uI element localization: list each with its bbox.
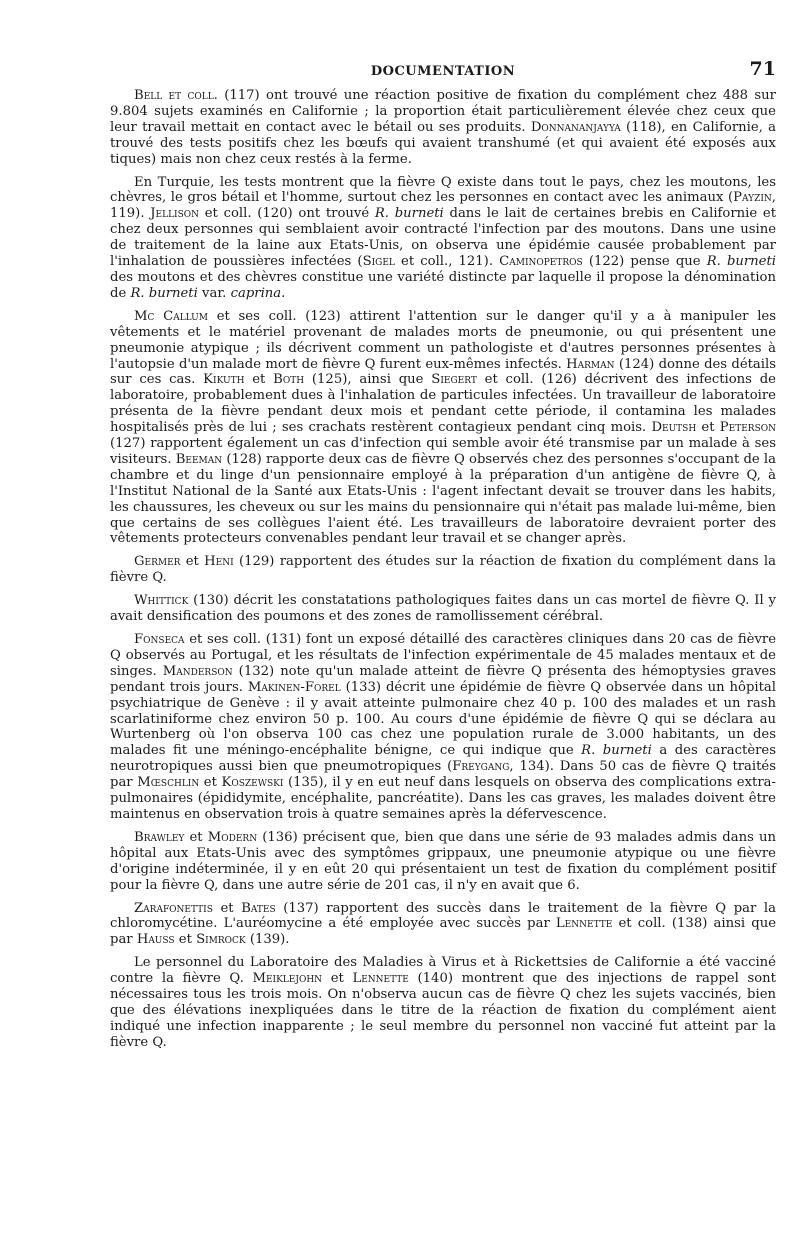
author-name: Mc Callum <box>134 308 208 324</box>
author-name: Modern <box>207 829 258 845</box>
italic-term: R. burneti <box>581 743 652 759</box>
text-run: et <box>212 900 242 916</box>
paragraph-bell <box>110 88 776 168</box>
text-run: et <box>244 372 274 388</box>
text-run: (129) rapportent des études sur la réaction de fixation du complément dans la fièvre Q. <box>110 554 776 586</box>
author-name: Hauss <box>136 932 175 948</box>
author-name: Deutsh <box>651 420 697 436</box>
author-name: Fonseca <box>134 632 185 647</box>
text-run: (132) note qu'un malade atteint de fièvre Q présenta des hémoptysies graves pendant trois jours. <box>110 663 776 695</box>
author-name: Kikuth <box>203 372 245 388</box>
author-name: Jellison <box>150 206 200 222</box>
text-run: et ses coll. (131) font un exposé détaillé des caractères cliniques dans 20 cas de fièvre Q observés au Portugal, et les résultats de l'infection expérimentale de 45 malades mentaux et de singes. <box>110 632 776 679</box>
author-name: Manderson <box>162 663 233 679</box>
italic-term: R. burneti <box>374 206 444 222</box>
author-name: Caminopetros <box>499 254 583 270</box>
text-run: et <box>696 420 720 436</box>
text-run: (133) décrit une épidémie de fièvre Q observée dans un hôpital psychiatrique de Genève : il y avait atteinte pulmonaire chez 40 p. 100 des malades et un rash scarlatiniforme chez environ 50 p. 100. Au cours d'une épidémie de fièvre Q qui se déclara au Wurtenberg où l'on observa 100 cas chez une population rurale de 3.000 habitants, un des malades fit une méningo-encéphalite bénigne, ce qui indique que <box>110 679 776 759</box>
author-name: Donnananjayya <box>530 119 621 135</box>
text-run: et <box>184 829 208 845</box>
author-name: Simrock <box>196 932 246 948</box>
text-run: (139). <box>245 932 290 948</box>
author-name: Harman <box>566 356 615 372</box>
text-run: (125), ainsi que <box>304 372 432 388</box>
author-name: Sigel <box>362 254 395 270</box>
text-run: En Turquie, les tests montrent que la fièvre Q existe dans tout le pays, chez les moutons, les chèvres, le gros bétail et l'homme, surtout chez les personnes en contact avec les animaux ( <box>110 174 776 206</box>
page-number: 71 <box>749 58 776 80</box>
paragraph-turquie <box>110 175 776 302</box>
text-run: Le personnel du Laboratoire des Maladies à Virus et à Rickettsies de Californie a été vacciné contre la fièvre Q. <box>110 955 776 987</box>
author-name: Lennette <box>555 916 613 932</box>
author-name: Beeman <box>175 451 223 467</box>
paragraph-whittick <box>110 593 776 625</box>
text-run: (127) rapportent également un cas d'infection qui semble avoir été transmise par un malade à ses visiteurs. <box>110 436 776 467</box>
author-name: Payzin <box>733 190 772 206</box>
author-name: Lennette <box>352 971 409 987</box>
text-run: et coll., 121). <box>394 254 500 270</box>
author-name: Brawley <box>134 829 185 845</box>
text-run: et ses coll. (123) attirent l'attention sur le danger qu'il y a à manipuler les vêtements et le matériel provenant de malades morts de pneumonie, ou qui présentent une pneumonie atypique ; ils décrivent comment un pathologiste et d'autres personnes présentes à l'autopsie d'un malade mort de fièvre Q furent eux-mêmes infectés. <box>110 308 776 372</box>
text-run: (128) rapporte deux cas de fièvre Q observés chez des personnes s'occupant de la chambre et du linge d'un pensionnaire employé à la préparation d'un antigène de fièvre Q, à l'Institut National de la Santé aux Etats-Unis : l'agent infectant devait se trouver dans les habits, les chaussures, les cheveux ou sur les mains du pensionnaire qui n'était pas malade lui-même, bien que certains de ses collègues l'aient été. Les travailleurs de laboratoire devraient porter des vêtements protecteurs convenables pendant leur travail et se changer après. <box>110 451 776 547</box>
text-run: (135), il y en eut neuf dans lesquels on observa des complications extra-pulmonaires (épididymite, encéphalite, pancréatite). Dans les cas graves, les malades doivent être maintenus en observation trois à quatre semaines après la défervescence. <box>110 775 776 822</box>
author-name: Both <box>273 372 305 388</box>
text-run: et coll. (120) ont trouvé <box>199 206 375 222</box>
body-text <box>110 88 776 1051</box>
text-run: var. <box>197 285 231 301</box>
text-run: et coll. (138) ainsi que par <box>110 916 776 948</box>
author-name: Bates <box>241 900 276 916</box>
paragraph-fonseca <box>110 632 776 823</box>
author-name: Freygang <box>452 759 510 775</box>
italic-term: R. burneti <box>706 254 776 270</box>
paragraph-personnel <box>110 955 776 1050</box>
text-run: (124) donne des détails sur ces cas. <box>110 356 776 388</box>
text-run: des moutons et des chèvres constitue une variété distincte par laquelle il propose la dénomination de <box>110 269 776 301</box>
text-run: (122) pense que <box>582 254 707 270</box>
author-name: Zarafonettis <box>134 900 213 916</box>
text-run: (140) montrent que des injections de rappel sont nécessaires tous les trois mois. On n'observa aucun cas de fièvre Q chez les sujets vaccinés, bien que des élévations inexpliquées dans le titre de la réaction de fixation du complément aient indiqué une infection inapparente ; le seul membre du personnel non vacciné fut atteint par la fièvre Q. <box>110 971 776 1050</box>
author-name: Bell et coll. <box>134 88 218 103</box>
text-run: , 119). <box>110 190 776 222</box>
italic-term: R. burneti <box>130 285 198 301</box>
running-title: DOCUMENTATION <box>370 64 516 79</box>
author-name: Peterson <box>719 420 776 436</box>
author-name: Makinen-Forel <box>247 679 341 695</box>
author-name: Whittick <box>134 593 189 609</box>
text-run: et <box>174 932 197 948</box>
text-run: , 134). Dans 50 cas de fièvre Q traités par <box>110 759 776 791</box>
author-name: Germer <box>134 554 181 570</box>
author-name: Koszewski <box>221 775 284 791</box>
paragraph-germer <box>110 554 776 586</box>
author-name: Meiklejohn <box>252 971 323 987</box>
text-run: dans le lait de certaines brebis en Californie et chez deux personnes qui semblaient avoir contracté l'infection par des moutons. Dans une usine de traitement de la laine aux Etats-Unis, on observa une épidémie causée probablement par l'inhalation de poussières infectées ( <box>110 206 776 270</box>
text-run: et <box>199 775 222 791</box>
text-run: (130) décrit les constatations pathologiques faites dans un cas mortel de fièvre Q. Il y avait densification des poumons et des zones de ramollissement cérébral. <box>110 593 776 625</box>
author-name: Mœschlin <box>137 775 200 791</box>
author-name: Heni <box>204 554 234 570</box>
text-run: (117) ont trouvé une réaction positive de fixation du complément chez 488 sur 9.804 sujets examinés en Californie ; la proportion était particulièrement élevée chez ceux que leur travail mettait en contact avec le bétail ou ses produits. <box>110 88 776 135</box>
text-run: (136) précisent que, bien que dans une série de 93 malades admis dans un hôpital aux Etats-Unis avec des symptômes grippaux, une pneumonie atypique ou une fièvre d'origine indéterminée, il y en eût 20 qui présentaient un test de fixation du complément positif pour la fièvre Q, dans une autre série de 201 cas, il n'y en avait que 6. <box>110 829 776 893</box>
italic-term: caprina. <box>230 285 286 301</box>
text-run: et coll. (126) décrivent des infections de laboratoire, probablement dues à l'inhalation de particules infectées. Un travailleur de laboratoire présenta de la fièvre pendant deux mois et pendant cette période, il contamina les malades hospitalisés près de lui ; ses crachats restèrent contagieux pendant cinq mois. <box>110 372 776 436</box>
text-run: (137) rapportent des succès dans le traitement de la fièvre Q par la chloromycétine. L'auréomycine a été employée avec succès par <box>110 900 776 932</box>
paragraph-zarafonettis <box>110 901 776 949</box>
text-run: et <box>322 971 353 987</box>
paragraph-mc-callum <box>110 309 776 548</box>
paragraph-brawley <box>110 830 776 894</box>
page-header <box>110 58 776 88</box>
text-run: a des caractères neurotropiques aussi bien que pneumotropiques ( <box>110 743 776 775</box>
text-run: et <box>180 554 205 570</box>
text-run: (118), en Californie, a trouvé des tests positifs chez les bœufs qui avaient transhumé (et qui avaient été exposés aux tiques) mais non chez ceux restés à la ferme. <box>110 119 776 167</box>
author-name: Siegert <box>431 372 477 388</box>
